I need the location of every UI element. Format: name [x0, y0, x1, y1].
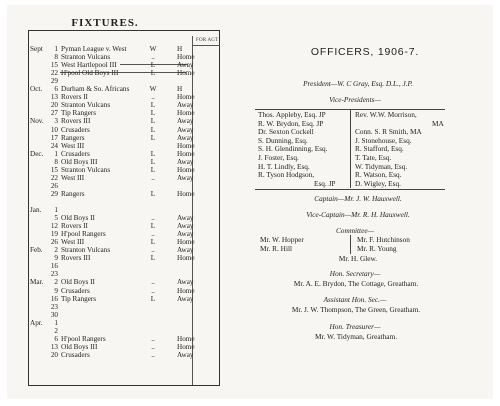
fixture-opponent: Crusaders: [61, 286, 90, 295]
vice-president-name: H. T. Lindly, Esq.: [258, 161, 310, 171]
hon-secretary-heading: Hon. Secretary—: [329, 269, 381, 278]
fixture-venue: Away: [177, 294, 194, 303]
fixture-day: 15: [50, 165, 58, 174]
fixture-venue: Away: [177, 117, 194, 126]
fixture-day: 2: [54, 326, 58, 335]
fixture-opponent: Old Boys III: [61, 157, 98, 166]
fixture-row: [30, 53, 220, 61]
fixture-opponent: West III: [61, 238, 85, 247]
committee-member: Mr. R. Hill: [260, 244, 293, 253]
captain-line: Captain—Mr. J. W. Hauxwell.: [314, 194, 402, 203]
fixture-day: 5: [54, 214, 58, 223]
fixture-row: [30, 270, 220, 278]
fixture-opponent: Old Boys II: [61, 214, 95, 223]
fixture-opponent: Rangers: [61, 189, 85, 198]
fixture-row: [30, 343, 220, 351]
vp-top-rule: [255, 109, 445, 110]
fixture-month: Apr.: [30, 318, 43, 327]
vice-president-name: MA: [432, 118, 444, 128]
fixture-opponent: Stranton Vulcans: [61, 53, 111, 62]
fixture-row: [30, 246, 220, 254]
fixture-day: 12: [50, 222, 58, 231]
fixture-opponent: Tip Rangers: [61, 109, 97, 118]
fixture-day: 20: [50, 101, 58, 110]
fixture-venue: Away: [177, 133, 194, 142]
fixture-row: [30, 198, 220, 206]
fixture-result: L: [150, 165, 156, 174]
vice-president-name: Rev. W.W. Morrison,: [355, 110, 417, 119]
fixture-row: [30, 117, 220, 125]
fixture-row: [30, 327, 220, 335]
fixture-row: [30, 335, 220, 343]
fixture-day: 27: [50, 109, 58, 118]
officers-title: OFFICERS, 1906-7.: [310, 46, 420, 58]
fixture-result: W: [149, 85, 157, 94]
fixture-day: 1: [54, 45, 58, 53]
fixture-day: 24: [50, 141, 58, 150]
fixture-opponent: H'pool Old Boys III: [61, 69, 119, 78]
vice-president-name: Dr. Sexton Cockell: [258, 127, 314, 137]
fixture-row: [30, 319, 220, 327]
fixture-opponent: Durham & So. Africans: [61, 85, 130, 94]
fixture-opponent: Stranton Vulcans: [61, 101, 111, 110]
fixture-day: 26: [50, 238, 58, 247]
fixture-venue: Home: [177, 254, 195, 263]
president-line: President—W. C Gray, Esq. D.L., J.P.: [303, 79, 413, 88]
fixture-venue: Away: [177, 101, 194, 110]
fixture-month: Dec.: [30, 149, 44, 158]
vice-president-name: Esq. JP: [314, 178, 336, 188]
vice-president-name: R. W. Brydon, Esq. JP: [258, 118, 324, 128]
fixture-day: 3: [54, 117, 58, 126]
vice-president-name: R. Watson, Esq.: [355, 170, 402, 180]
fixture-day: 13: [50, 93, 58, 102]
fixture-row: [30, 190, 220, 198]
fixture-opponent: Rovers II: [61, 222, 88, 231]
fixture-month: Jan.: [30, 206, 42, 214]
fixture-result: L: [150, 109, 156, 118]
vice-president-name: W. Tidyman, Esq.: [355, 161, 408, 171]
fixture-result: L: [150, 294, 156, 303]
fixture-day: 29: [50, 77, 58, 86]
committee-heading: Committee—: [335, 226, 375, 235]
fixture-row: [30, 287, 220, 295]
vice-president-name: J. Stonehouse, Esq.: [355, 135, 412, 145]
fixture-opponent: Rangers: [61, 133, 85, 142]
fixture-venue: Home: [177, 238, 195, 247]
fixture-result: L: [150, 61, 156, 70]
fixture-opponent: West III: [61, 173, 85, 182]
fixture-month: Feb.: [30, 246, 43, 255]
fixture-day: 9: [54, 286, 58, 295]
fixture-row: [30, 101, 220, 109]
hon-treasurer: Mr. W. Tidyman, Greatham.: [314, 332, 398, 341]
fixture-result: ..: [151, 246, 155, 255]
fixture-result: W: [149, 45, 157, 53]
fixture-result: ..: [151, 93, 155, 102]
fixture-month: Sept: [30, 45, 43, 53]
fixture-venue: H: [177, 45, 183, 53]
committee-member: Mr. F. Hutchinson: [357, 235, 410, 244]
fixture-month: Mar.: [30, 278, 44, 287]
fixture-result: L: [150, 189, 156, 198]
fixture-opponent: Rovers II: [61, 93, 88, 102]
fixture-opponent: Rovers III: [61, 254, 91, 263]
fixture-day: 30: [50, 310, 58, 319]
fixture-result: L: [150, 101, 156, 110]
fixture-row: [30, 69, 220, 77]
fixture-venue: Home: [177, 69, 195, 78]
fixture-result: L: [150, 149, 156, 158]
fixture-day: 9: [54, 254, 58, 263]
fixture-opponent: Rovers III: [61, 117, 91, 126]
fixture-opponent: Crusaders: [61, 149, 90, 158]
fixture-row: [30, 126, 220, 134]
fixture-result: ..: [151, 342, 155, 351]
fixture-row: [30, 109, 220, 117]
fixture-result: ..: [151, 350, 155, 359]
vice-president-name: J. Foster, Esq.: [258, 153, 299, 162]
fixture-opponent: Pyman League v. West: [61, 45, 127, 53]
vice-president-name: Thos. Appleby, Esq. JP: [258, 110, 326, 119]
fixture-row: [30, 206, 220, 214]
vice-president-name: S. H. Glendinning, Esq.: [258, 144, 328, 154]
fixture-row: [30, 85, 220, 93]
fixture-venue: Home: [177, 149, 195, 158]
hon-secretary: Mr. A. E. Brydon, The Cottage, Greatham.: [293, 279, 419, 288]
fixture-venue: Away: [177, 214, 194, 223]
fixture-opponent: Old Boys II: [61, 278, 95, 287]
fixture-result: ..: [151, 286, 155, 295]
fixture-opponent: Crusaders: [61, 350, 90, 359]
fixture-opponent: West III: [61, 141, 85, 150]
fixture-venue: Away: [177, 246, 194, 255]
fixture-result: ..: [151, 214, 155, 223]
fixture-day: 16: [50, 262, 58, 271]
fixture-day: 2: [54, 278, 58, 287]
fixture-venue: Home: [177, 342, 195, 351]
vp-bottom-rule: [255, 189, 445, 190]
fixture-result: ..: [151, 53, 155, 62]
fixture-venue: Home: [177, 286, 195, 295]
fixture-row: [30, 295, 220, 303]
fixture-result: ..: [151, 334, 155, 343]
fixture-day: 6: [54, 85, 58, 94]
fixture-day: 8: [54, 157, 58, 166]
vice-captain-line: Vice-Captain—Mr. R. H. Hauxwell.: [306, 210, 410, 219]
vice-president-name: D. Wigley, Esq.: [355, 178, 401, 188]
fixture-venue: Away: [177, 157, 194, 166]
fixture-opponent: Old Boys III: [61, 342, 98, 351]
fixture-row: [30, 351, 220, 359]
fixture-day: 22: [50, 69, 58, 78]
fixture-row: [30, 134, 220, 142]
fixture-day: 1: [54, 149, 58, 158]
fixture-row: [30, 182, 220, 190]
fixture-day: 6: [54, 334, 58, 343]
fixture-result: L: [150, 238, 156, 247]
asst-hon-sec: Mr. J. W. Thompson, The Green, Greatham.: [291, 305, 421, 314]
fixture-venue: Home: [177, 109, 195, 118]
fixture-day: 1: [54, 206, 58, 214]
vp-divider: [350, 109, 351, 188]
fixture-day: 15: [50, 61, 58, 70]
fixture-day: 1: [54, 318, 58, 327]
fixture-day: 2: [54, 246, 58, 255]
fixture-venue: Home: [177, 165, 195, 174]
fixture-row: [30, 142, 220, 150]
fixture-opponent: Tip Rangers: [61, 294, 97, 303]
fixture-venue: Away: [177, 222, 194, 231]
vice-president-name: R. Tyson Hodgson,: [258, 170, 315, 180]
fixture-day: 29: [50, 189, 58, 198]
fixture-venue: Away: [177, 278, 194, 287]
fixture-result: L: [150, 117, 156, 126]
fixture-row: [30, 278, 220, 286]
vice-president-name: S. Dunning, Esq.: [258, 135, 308, 145]
fixture-day: 26: [50, 181, 58, 190]
vice-presidents-heading: Vice-Presidents—: [329, 95, 381, 104]
fixture-row: [30, 254, 220, 262]
fixture-result: L: [150, 157, 156, 166]
fixture-result: L: [150, 222, 156, 231]
fixture-day: 13: [50, 342, 58, 351]
fixture-row: [30, 311, 220, 319]
fixture-result: L: [150, 125, 156, 134]
fixture-row: [30, 77, 220, 85]
fixture-result: ..: [151, 278, 155, 287]
fixture-venue: Home: [177, 93, 195, 102]
fixture-opponent: Crusaders: [61, 125, 90, 134]
hon-treasurer-heading: Hon. Treasurer—: [329, 322, 381, 331]
fixture-venue: Away: [177, 350, 194, 359]
fixture-result: L: [150, 254, 156, 263]
committee-member: Mr. W. Hopper: [260, 235, 304, 244]
fixture-day: 20: [50, 350, 58, 359]
fixture-venue: Away: [177, 230, 194, 239]
fixture-row: [30, 238, 220, 246]
committee-divider: [350, 235, 351, 254]
fixture-row: [30, 214, 220, 222]
fixture-month: Oct.: [30, 85, 43, 94]
fixture-day: 23: [50, 270, 58, 279]
fixture-day: 16: [50, 294, 58, 303]
fixture-venue: Away: [177, 125, 194, 134]
fixture-venue: Away: [177, 61, 194, 70]
fixture-row: [30, 45, 220, 53]
fixture-row: [30, 158, 220, 166]
fixture-month: Nov.: [30, 117, 44, 126]
fixture-day: 8: [54, 53, 58, 62]
fixture-venue: Home: [177, 189, 195, 198]
fixture-venue: Home: [177, 334, 195, 343]
fixture-venue: Home: [177, 53, 195, 62]
fixture-day: 10: [50, 125, 58, 134]
vice-president-name: R. Stafford, Esq.: [355, 144, 404, 154]
fixture-row: [30, 262, 220, 270]
fixture-row: [30, 174, 220, 182]
fixture-day: 23: [50, 302, 58, 311]
fixture-venue: Away: [177, 173, 194, 182]
asst-hon-sec-heading: Assistant Hon. Sec.—: [323, 295, 387, 304]
fixture-day: 17: [50, 133, 58, 142]
vice-president-name: T. Tate, Esq.: [355, 153, 392, 162]
vice-president-name: Conn. S. R Smith, MA: [355, 127, 422, 137]
fixture-venue: H: [177, 85, 183, 94]
fixture-row: [30, 222, 220, 230]
fixture-result: L: [150, 133, 156, 142]
fixture-row: [30, 230, 220, 238]
for-agt-header: FOR AGT: [196, 38, 219, 43]
fixture-result: ..: [151, 173, 155, 182]
fixture-row: [30, 166, 220, 174]
fixtures-title: FIXTURES.: [71, 17, 139, 29]
fixture-row: [30, 303, 220, 311]
fixture-day: 19: [50, 230, 58, 239]
fixture-day: 22: [50, 173, 58, 182]
committee-member: Mr. R. Young: [357, 244, 397, 253]
fixture-result: ..: [151, 230, 155, 239]
fixture-row: [30, 61, 220, 69]
fixture-opponent: Stranton Vulcans: [61, 165, 111, 174]
fixture-opponent: H'pool Rangers: [61, 230, 106, 239]
fixture-opponent: West Hartlepool III: [61, 61, 117, 70]
fixture-opponent: Stranton Vulcans: [61, 246, 111, 255]
fixture-venue: Home: [177, 141, 195, 150]
fixture-row: [30, 93, 220, 101]
fixture-row: [30, 150, 220, 158]
committee-member: Mr. H. Glew.: [338, 254, 378, 263]
fixture-opponent: H'pool Rangers: [61, 334, 106, 343]
fixture-result: L: [150, 69, 156, 78]
